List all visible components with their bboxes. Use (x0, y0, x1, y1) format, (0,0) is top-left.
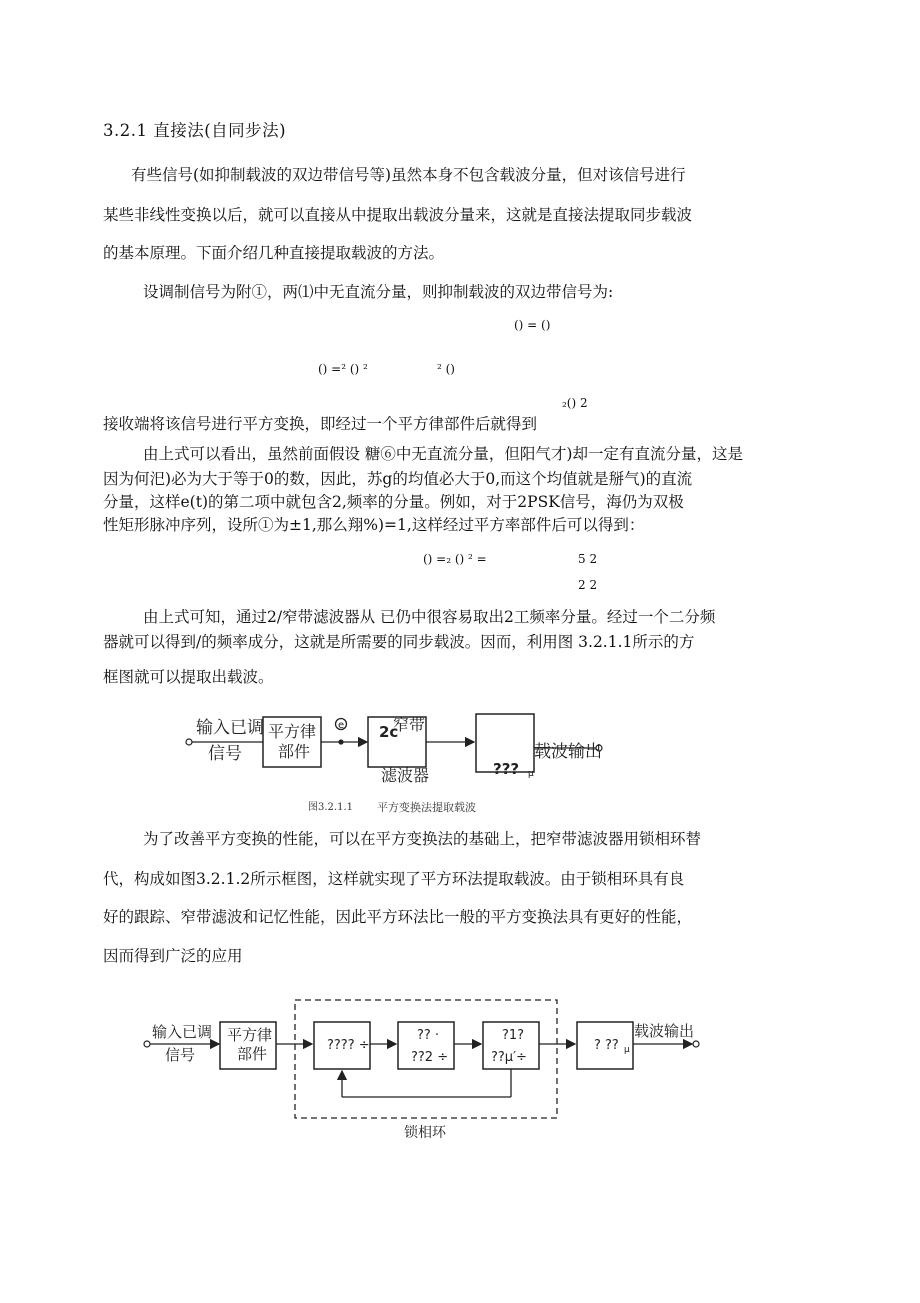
figure-1-caption-number: 图3.2.1.1 (308, 802, 353, 813)
paragraph-intro-line-3: 的基本原理。下面介绍几种直接提取载波的方法。 (103, 244, 445, 262)
input-label-1: 输入已调 (196, 718, 264, 738)
pll-label: 锁相环 (404, 1125, 446, 1141)
input-label-2: 信号 (208, 744, 242, 764)
square-law-label-2: 部件 (278, 742, 311, 761)
paragraph-pll-line-3: 好的跟踪、窄带滤波和记忆性能，因此平方环法比一般的平方变换法具有更好的性能， (103, 908, 693, 926)
output-label: 载波输出 (534, 742, 602, 762)
divider-sub: μ (528, 769, 534, 779)
signal-e-label: e (338, 720, 345, 731)
paragraph-dc-line-3: 分量，这样e(t)的第二项中就包含2,频率的分量。例如，对于2PSK信号，海仍为双极 (103, 493, 684, 511)
loop-filter-label-1: ?? · (417, 1028, 440, 1043)
paragraph-modulation: 设调制信号为附①，两⑴中无直流分量，则抑制载波的双边带信号为: (143, 283, 614, 301)
filter-2c-label: 2c (379, 723, 399, 741)
paragraph-intro-line-1: 有些信号(如抑制载波的双边带信号等)虽然本身不包含载波分量，但对该信号进行 (131, 166, 686, 184)
equation-dsb: () = () (514, 318, 551, 332)
loop-square-law-label-2: 部件 (237, 1045, 268, 1063)
paragraph-filter-line-1: 由上式可知，通过2/窄带滤波器从 已仍中很容易取出2工频率分量。经过一个二分频 (143, 608, 716, 626)
equation-square-a: () =² () ² (318, 362, 368, 376)
loop-divider-label: ? ?? (594, 1038, 619, 1053)
paragraph-dc-line-4: 性矩形脉冲序列，设所①为±1,那么翔%)=1,这样经过平方率部件后可以得到： (103, 516, 645, 534)
paragraph-dc-line-1: 由上式可以看出，虽然前面假设 糖⑥中无直流分量，但阳气才)却一定有直流分量，这是 (143, 445, 743, 463)
phase-detector-label: ???? ÷ (327, 1038, 370, 1053)
paragraph-pll-line-4: 因而得到广泛的应用 (103, 947, 243, 965)
paragraph-square-transform: 接收端将该信号进行平方变换，即经过一个平方律部件后就得到 (103, 415, 538, 433)
paragraph-filter-line-2: 器就可以得到/的频率成分，这就是所需要的同步载波。因而，利用图 3.2.1.1所示的方 (103, 633, 695, 651)
equation-square-c: ₂() 2 (562, 396, 588, 410)
loop-divider-sub: μ (624, 1045, 630, 1055)
paragraph-dc-line-2: 因为何汜)必为大于等于0的数，因此，苏g的均值必大于0,而这个均值就是掰气)的直流 (103, 470, 693, 488)
loop-output-label: 载波输出 (634, 1022, 695, 1040)
paragraph-filter-line-3: 框图就可以提取出载波。 (103, 668, 274, 686)
vco-label-1: ?1? (502, 1028, 525, 1043)
equation-2psk-a: () =₂ () ² = (423, 552, 487, 566)
divider-label: ??? (493, 760, 520, 778)
loop-input-terminal (144, 1041, 150, 1047)
figure-1-caption-text: 平方变换法提取载波 (377, 801, 476, 814)
paragraph-intro-line-2: 某些非线性变换以后，就可以直接从中提取出载波分量来，这就是直接法提取同步载波 (103, 206, 693, 224)
section-heading: 3.2.1 直接法(自同步法) (103, 121, 287, 140)
loop-square-law-label-1: 平方律 (227, 1026, 273, 1044)
loop-filter-label-2: ??2 ÷ (411, 1050, 449, 1065)
equation-2psk-b: 5 2 (578, 552, 598, 566)
equation-square-b: ² () (437, 362, 455, 376)
loop-input-label-2: 信号 (165, 1046, 196, 1064)
equation-2psk-c: 2 2 (578, 578, 598, 592)
loop-input-label-1: 输入已调 (152, 1023, 213, 1041)
filter-label-1: 窄带 (393, 715, 426, 734)
paragraph-pll-line-1: 为了改善平方变换的性能，可以在平方变换法的基础上，把窄带滤波器用锁相环替 (143, 830, 702, 848)
paragraph-pll-line-2: 代，构成如图3.2.1.2所示框图，这样就实现了平方环法提取载波。由于锁相环具有良 (103, 870, 685, 888)
filter-label-2: 滤波器 (381, 766, 430, 785)
vco-label-2: ??μ′÷ (491, 1050, 527, 1065)
square-law-label-1: 平方律 (268, 722, 317, 741)
loop-output-terminal (693, 1041, 699, 1047)
